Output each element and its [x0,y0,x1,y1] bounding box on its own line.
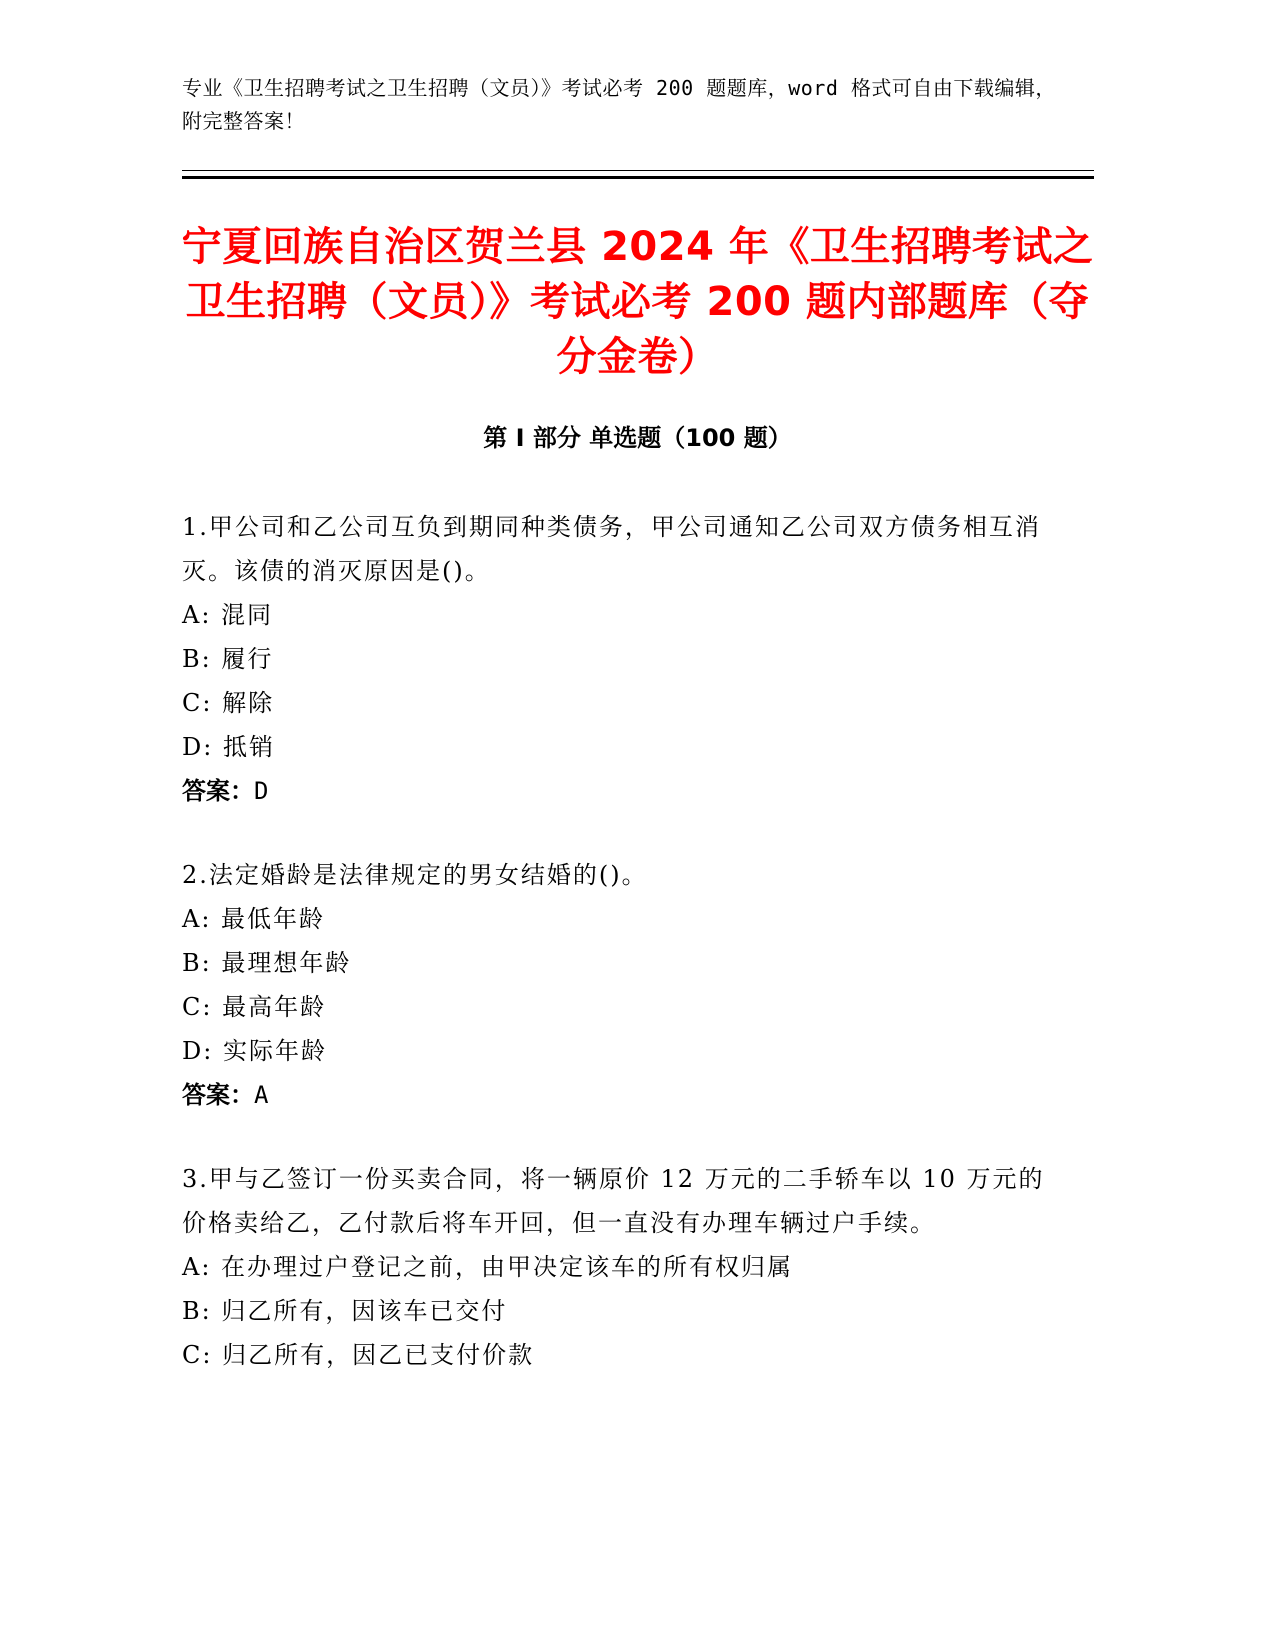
answer-value: A [254,1081,269,1109]
option-b: B: 归乙所有，因该车已交付 [182,1297,508,1325]
question-3 [182,1157,1062,1377]
option-c: C: 归乙所有，因乙已支付价款 [182,1341,535,1369]
option-b: B: 最理想年龄 [182,949,352,977]
question-stem: 3.甲与乙签订一份买卖合同，将一辆原价 12 万元的二手轿车以 10 万元的价格卖给乙，乙付款后将车开回，但一直没有办理车辆过户手续。 [182,1165,1045,1237]
option-a: A: 混同 [182,601,274,629]
question-stem: 1.甲公司和乙公司互负到期同种类债务，甲公司通知乙公司双方债务相互消灭。该债的消灭原因是()。 [182,513,1041,585]
header-divider-thick [182,176,1094,179]
question-2 [182,853,1062,1117]
option-c: C: 最高年龄 [182,993,327,1021]
option-b: B: 履行 [182,645,274,673]
option-a: A: 在办理过户登记之前，由甲决定该车的所有权归属 [182,1253,794,1281]
question-1 [182,505,1062,813]
answer-value: D [254,777,269,805]
option-d: D: 实际年龄 [182,1037,327,1065]
section-title: 第 I 部分 单选题（100 题） [483,424,792,452]
header-note: 专业《卫生招聘考试之卫生招聘（文员）》考试必考 200 题题库，word 格式可自由下载编辑，附完整答案！ [182,76,1056,133]
document-title: 宁夏回族自治区贺兰县 2024 年《卫生招聘考试之卫生招聘（文员）》考试必考 200 题内部题库（夺分金卷） [181,224,1094,380]
question-stem: 2.法定婚龄是法律规定的男女结婚的()。 [182,861,648,889]
answer-line [182,1073,1062,1117]
answer-label: 答案： [182,1081,254,1109]
option-a: A: 最低年龄 [182,905,326,933]
header-divider-thin [182,170,1094,171]
option-d: D: 抵销 [182,733,275,761]
answer-label: 答案： [182,777,254,805]
answer-line [182,769,1062,813]
option-c: C: 解除 [182,689,275,717]
